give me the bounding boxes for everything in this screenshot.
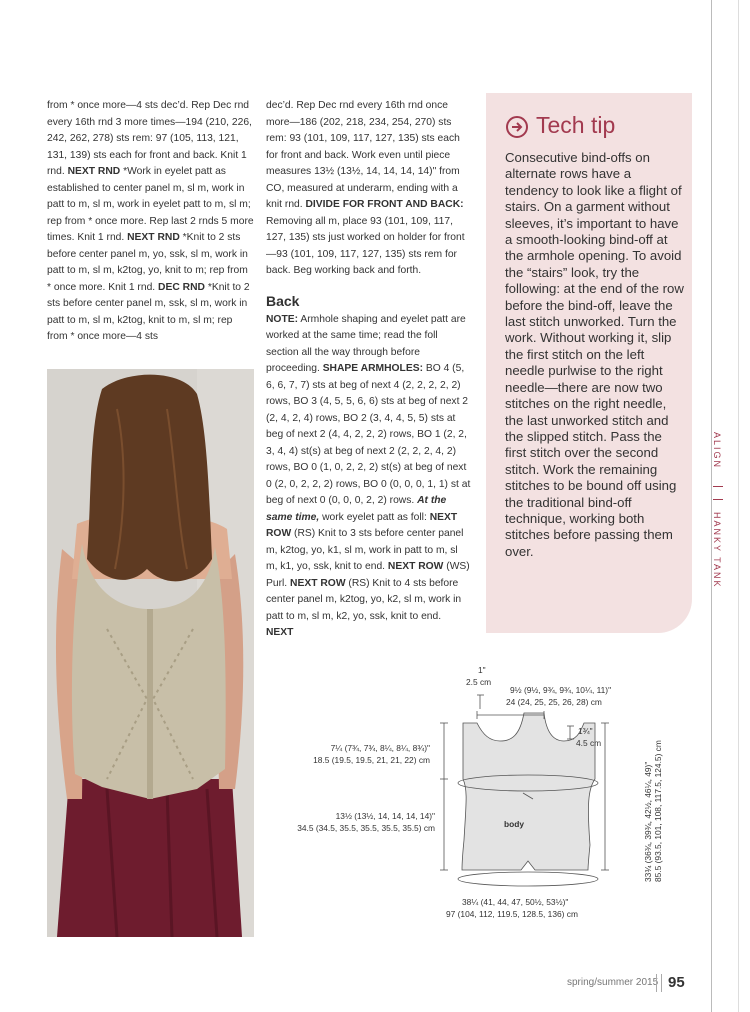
- dim-body-length-imperial: 13½ (13½, 14, 14, 14, 14)": [335, 811, 435, 821]
- dim-bust-circumference-imperial: 33¾ (36¾, 39¾, 42½, 46¼, 49)": [643, 761, 653, 882]
- dim-1in-imperial: 1": [478, 665, 486, 675]
- dim-armhole-metric: 4.5 cm: [576, 738, 602, 748]
- text-column-1: [47, 98, 254, 346]
- body-outline: [462, 713, 595, 870]
- sidebar-divider: [713, 486, 723, 500]
- dim-hip-circumference-metric: 97 (104, 112, 119.5, 128.5, 136) cm: [446, 909, 578, 919]
- dim-1in-metric: 2.5 cm: [466, 677, 492, 687]
- dim-armhole-depth-imperial: 7¼ (7¾, 7¾, 8¼, 8¼, 8¾)": [330, 743, 430, 753]
- paragraph: NOTE: Armhole shaping and eyelet patt are worked at the same time; read the foll section all the way through before proceeding. SHAPE ARMHOLES: BO 4 (5, 6, 6, 7, 7) sts at beg of next 4 (2, 2, 2, 2, 2) rows, BO 3 (4, 5, 5, 6, 6) sts at beg of next 2 (2, 4, 2, 4) rows, BO 2 (3, 4, 4, 5, 5) sts at beg of next 2 (4, 4, 2, 2, 2) rows, BO 1 (2, 2, 3, 4, 4) st(s) at beg of next 2 (2, 2, 2, 4, 2) rows, BO 0 (1, 0, 2, 2, 2) st(s) at beg of next 0 (2, 0, 2, 2, 2) rows, BO 0 (0, 0, 0, 1, 1) st at beg of next 0 (0, 0, 0, 2, 2) rows. At the same time, work eyelet patt as foll: NEXT ROW (RS) Knit to 3 sts before center panel m, k2tog, yo, k1, sl m, work in patt to m, sl m, k1, yo, ssk, knit to end. NEXT ROW (WS) Purl. NEXT ROW (RS) Knit to 4 sts before center panel m, k2tog, yo, k2, sl m, work in patt to m, sl m, k2, yo, ssk, knit to end. NEXT: [266, 313, 471, 638]
- paragraph: from * once more—4 sts dec’d. Rep Dec rnd every 16th rnd 3 more times—194 (210, 226, 242, 262, 278) sts rem: 97 (105, 113, 121, 131, 139) sts each for front and back. Knit 1 rnd. NEXT RND *Work in eyelet patt as established to center panel m, sl m, work in patt to m, sl m, work in eyelet patt to m, sl m; rep from * once more. Rep last 2 rnds 5 more times. Knit 1 rnd. NEXT RND *Knit to 2 sts before center panel m, yo, ssk, sl m, work in patt to m, sl m, k2tog, yo, knit to m; rep from * once more. Knit 1 rnd. DEC RND *Knit to 2 sts before center panel m, ssk, sl m, work in patt to m, sl m, k2tog, knit to m, sl m; rep from * once more—4 sts: [47, 100, 254, 342]
- dim-neck-width-metric: 24 (24, 25, 25, 26, 28) cm: [506, 697, 602, 707]
- model-photo: [47, 369, 254, 937]
- dim-hip-circumference-imperial: 38¼ (41, 44, 47, 50½, 53½)": [462, 897, 569, 907]
- text-column-2: [266, 98, 471, 642]
- dim-armhole-depth-metric: 18.5 (19.5, 19.5, 21, 21, 22) cm: [313, 755, 430, 765]
- arrow-circle-icon: [506, 116, 528, 138]
- body-label: body: [504, 819, 525, 829]
- footer-divider: [656, 974, 662, 992]
- page-number: 95: [668, 974, 685, 991]
- tech-tip-title: Tech tip: [536, 112, 616, 138]
- sidebar-rule: [711, 0, 712, 1012]
- dim-neck-width-imperial: 9½ (9½, 9¾, 9¾, 10¼, 11)": [510, 685, 612, 695]
- sidebar-pattern-label: HANKY TANK: [712, 512, 722, 589]
- tech-tip-body: Consecutive bind-offs on alternate rows have a tendency to look like a flight of stairs. On a garment without sleeves, it’s important to have a smooth-looking bind-off at the armhole opening. To avoid the “stairs” look, try the following: at the end of the row before the bind-off, leave the last stitch unworked. Turn the work. Without working it, slip the first stitch on the left needle purlwise to the right needle—there are now two stitches on the right needle, the last unworked stitch and the slipped stitch. Pass the first stitch over the second stitch. Work the remaining stitches to be bound off using the traditional bind-off technique, working both stitches before passing them over.: [505, 150, 684, 559]
- dim-armhole-imperial: 1¾": [578, 726, 593, 736]
- dim-body-length-metric: 34.5 (34.5, 35.5, 35.5, 35.5, 35.5) cm: [297, 823, 435, 833]
- dim-bust-circumference-metric: 85.5 (93.5, 101, 108, 117.5, 124.5) cm: [653, 740, 663, 882]
- section-heading-back: Back: [266, 292, 300, 309]
- sidebar-rule-outer: [738, 0, 739, 1012]
- paragraph: dec’d. Rep Dec rnd every 16th rnd once more—186 (202, 218, 234, 254, 270) sts rem: 93 (101, 109, 117, 127, 135) sts each for front and back. Work even until piece measures 13½ (13½, 14, 14, 14, 14)" from CO, measured at underarm, ending with a knit rnd. DIVIDE FOR FRONT AND BACK: Removing all m, place 93 (101, 109, 117, 127, 135) sts just worked on holder for front—93 (101, 109, 117, 127, 135) sts rem for back. Beg working back and forth.: [266, 100, 465, 276]
- issue-label: spring/summer 2015: [567, 977, 659, 988]
- sidebar-section-label: ALIGN: [712, 432, 722, 470]
